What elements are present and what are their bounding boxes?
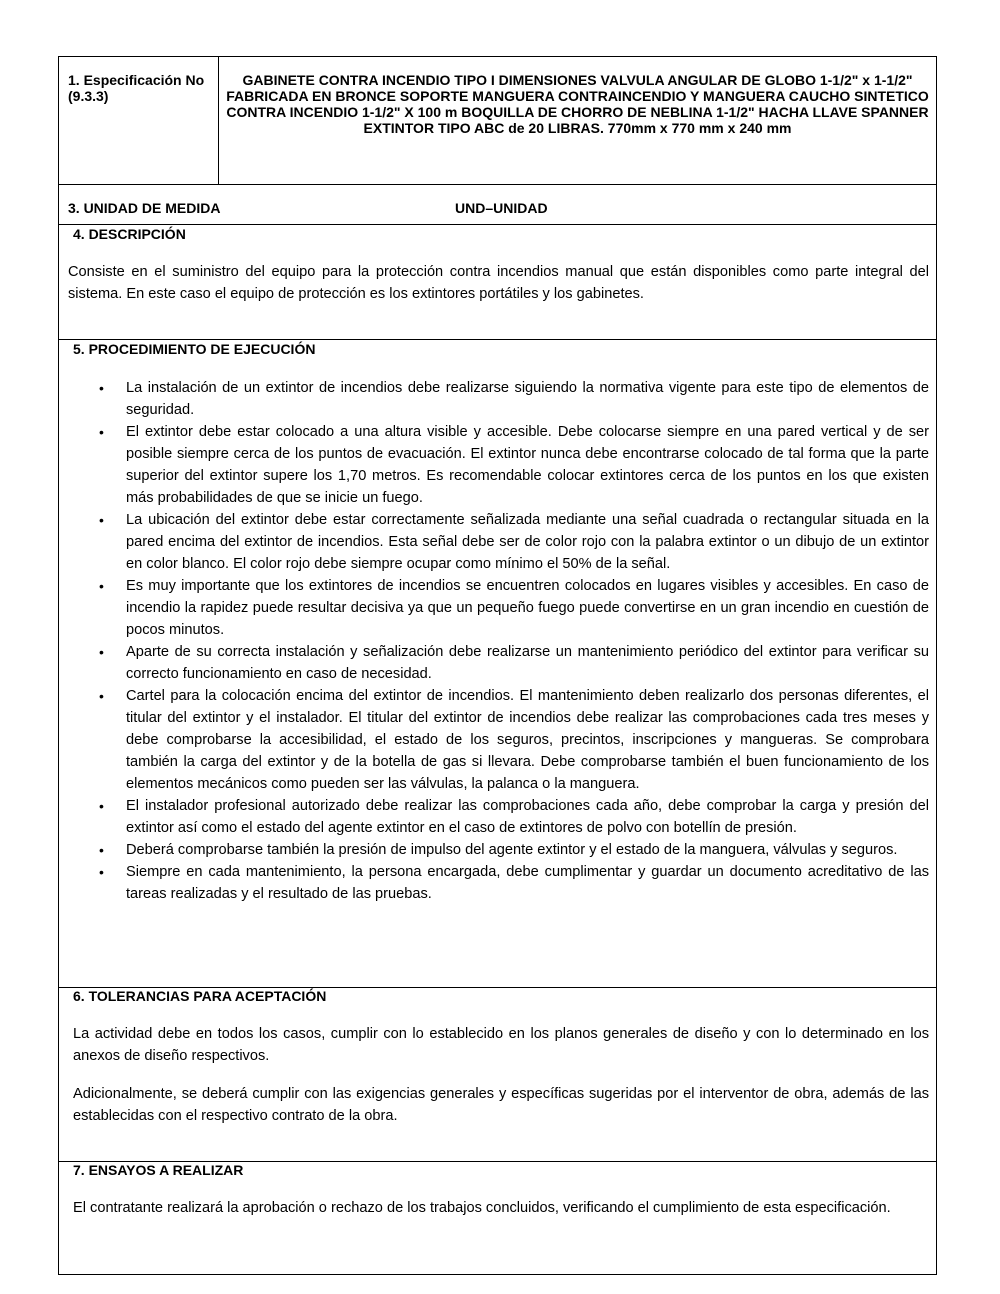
procedure-item	[99, 421, 929, 509]
procedure-item-text: La ubicación del extintor debe estar correctamente señalizada mediante una señal cuadrada o rectangular situada en la pared encima del extintor de incendios. Esta señal debe ser de color rojo con la palabra extintor o un dibujo de un extintor en color blanco. El color rojo debe siempre ocupar como mínimo el 50% de la señal.	[126, 512, 929, 572]
specification-sheet	[58, 56, 937, 1275]
procedure-item-text: El instalador profesional autorizado debe realizar las comprobaciones cada año, debe comprobar la carga y presión del extintor así como el estado del agente extintor en el caso de extintores de polvo con botellín de presión.	[126, 798, 929, 836]
divider-after-description	[59, 339, 936, 340]
tolerances-paragraph-2: Adicionalmente, se deberá cumplir con las exigencias generales y específicas sugeridas por el interventor de obra, además de las establecidas con el respectivo contrato de la obra.	[73, 1086, 929, 1124]
bullet-icon: •	[99, 798, 104, 814]
procedure-item	[99, 861, 929, 905]
procedure-item-text: Cartel para la colocación encima del extintor de incendios. El mantenimiento deben realizarlo dos personas diferentes, el titular del extintor y el instalador. El titular del extintor de incendios debe realizar las comprobaciones cada tres meses y debe comprobarse la accesibilidad, el estado de los seguros, precintos, inscripciones y mangueras. Se comprobara también la carga del extintor y de la botella de gas si llevara. Debe comprobarse también el buen funcionamiento de los elementos mecánicos como pueden ser las válvulas, la palanca o la manguera.	[126, 688, 929, 792]
spec-number-label: 1. Especificación No (9.3.3)	[68, 72, 205, 104]
description-text: Consiste en el suministro del equipo para la protección contra incendios manual que están disponibles como parte integral del sistema. En este caso el equipo de protección es los extintores portátiles y los gabinetes.	[68, 264, 929, 302]
procedure-item-text: Es muy importante que los extintores de incendios se encuentren colocados en lugares visibles y accesibles. En caso de incendio la rapidez puede resultar decisiva ya que un pequeño fuego puede convertirse en un gran incendio en cuestión de pocos minutos.	[126, 578, 929, 638]
description-heading: 4. DESCRIPCIÓN	[73, 226, 186, 242]
tolerances-heading: 6. TOLERANCIAS PARA ACEPTACIÓN	[73, 988, 327, 1004]
bullet-icon: •	[99, 864, 104, 880]
bullet-icon: •	[99, 512, 104, 528]
procedure-item-text: Deberá comprobarse también la presión de impulso del agente extintor y el estado de la manguera, válvulas y seguros.	[126, 842, 898, 858]
procedure-heading: 5. PROCEDIMIENTO DE EJECUCIÓN	[73, 341, 316, 357]
spec-title: GABINETE CONTRA INCENDIO TIPO I DIMENSIONES VALVULA ANGULAR DE GLOBO 1-1/2" x 1-1/2" FABRICADA EN BRONCE SOPORTE MANGUERA CONTRAINCENDIO Y MANGUERA CAUCHO SINTETICO CONTRA INCENDIO 1-1/2" X 100 m BOQUILLA DE CHORRO DE NEBLINA 1-1/2" HACHA LLAVE SPANNER EXTINTOR TIPO ABC de 20 LIBRAS. 770mm x 770 mm x 240 mm	[226, 72, 929, 136]
procedure-item	[99, 839, 929, 861]
divider-after-header	[59, 184, 936, 185]
procedure-item	[99, 377, 929, 421]
tolerances-paragraph-1: La actividad debe en todos los casos, cumplir con lo establecido en los planos generales de diseño y con lo determinado en los anexos de diseño respectivos.	[73, 1026, 929, 1064]
bullet-icon: •	[99, 424, 104, 440]
unit-label: 3. UNIDAD DE MEDIDA	[68, 200, 221, 216]
procedure-item-text: Aparte de su correcta instalación y señalización debe realizarse un mantenimiento periódico del extintor para verificar su correcto funcionamiento en caso de necesidad.	[126, 644, 929, 682]
procedure-item	[99, 509, 929, 575]
bullet-icon: •	[99, 380, 104, 396]
procedure-item	[99, 575, 929, 641]
unit-value: UND–UNIDAD	[455, 200, 548, 216]
procedure-item-text: La instalación de un extintor de incendios debe realizarse siguiendo la normativa vigente para este tipo de elementos de seguridad.	[126, 380, 929, 418]
bullet-icon: •	[99, 578, 104, 594]
procedure-item-text: El extintor debe estar colocado a una altura visible y accesible. Debe colocarse siempre en una pared vertical y de ser posible siempre cerca de los puntos de evacuación. El extintor nunca debe encontrarse colocado de tal forma que la parte superior del extintor supere los 1,70 metros. Es recomendable colocar extintores cerca de los puntos en los que existen más probabilidades de que se inicie un fuego.	[126, 424, 929, 506]
procedure-item	[99, 641, 929, 685]
bullet-icon: •	[99, 842, 104, 858]
bullet-icon: •	[99, 688, 104, 704]
divider-after-unit	[59, 224, 936, 225]
procedure-item	[99, 795, 929, 839]
tests-heading: 7. ENSAYOS A REALIZAR	[73, 1162, 244, 1178]
procedure-list	[99, 377, 929, 905]
bullet-icon: •	[99, 644, 104, 660]
procedure-item	[99, 685, 929, 795]
header-column-divider	[218, 57, 219, 184]
procedure-item-text: Siempre en cada mantenimiento, la persona encargada, debe cumplimentar y guardar un documento acreditativo de las tareas realizadas y el resultado de las pruebas.	[126, 864, 929, 902]
tests-text: El contratante realizará la aprobación o rechazo de los trabajos concluidos, verificando el cumplimiento de esta especificación.	[73, 1200, 891, 1216]
